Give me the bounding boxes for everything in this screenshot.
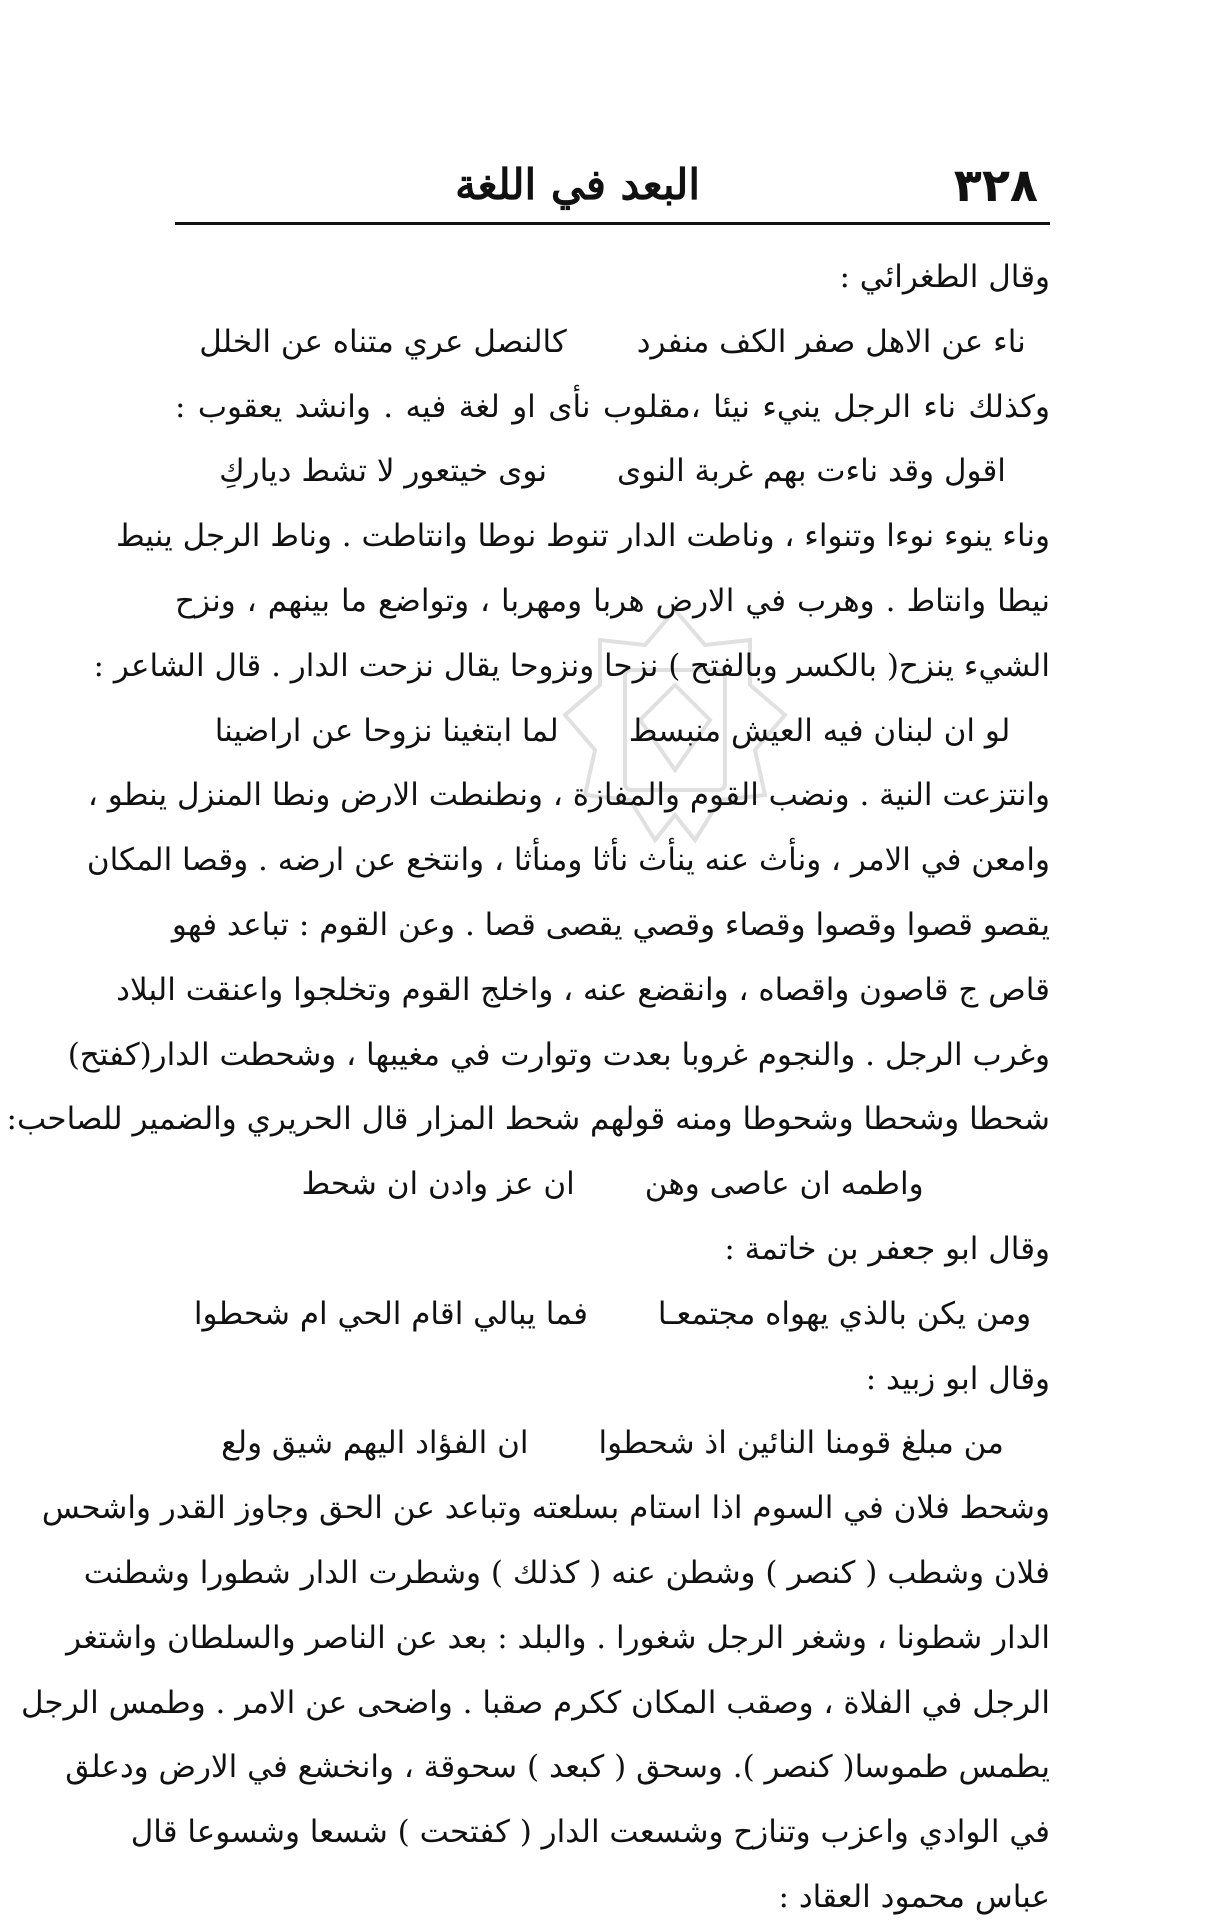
running-title: البعد في اللغة [455, 160, 700, 209]
quote-intro-line: وقال ابو جعفر بن خاتمة : [724, 1230, 1050, 1267]
prose-line: وشحط فلان في السوم اذا استام بسلعته وتباعد عن الحق وجاوز القدر واشحس [41, 1490, 1050, 1527]
verse-first-hemistich: واطمه ان عاصى وهن [644, 1166, 924, 1203]
verse-first-hemistich: من مبلغ قومنا النائين اذ شحطوا [598, 1425, 1004, 1462]
verse-line [175, 699, 1050, 764]
page-header [175, 155, 1050, 225]
verse-first-hemistich: ومن يكن بالذي يهواه مجتمعـا [657, 1295, 1032, 1332]
header-rule [175, 222, 1050, 225]
verse-second-hemistich: لما ابتغينا نزوحا عن اراضينا [214, 712, 559, 749]
prose-line: في الوادي واعزب وتنازح وشسعت الدار ( كفتحت ) شسعا وشسوعا قال [130, 1814, 1050, 1851]
verse-second-hemistich: كالنصل عري متناه عن الخلل [199, 323, 567, 360]
prose-line: قاص ج قاصون واقصاه ، وانقضع عنه ، واخلج القوم وتخلجوا واعنقت البلاد [116, 971, 1050, 1008]
verse-second-hemistich: ان الفؤاد اليهم شيق ولع [221, 1425, 529, 1462]
verse-line [175, 439, 1050, 504]
verse-second-hemistich: فما يبالي اقام الحي ام شحطوا [193, 1295, 588, 1332]
verse-first-hemistich: لو ان لبنان فيه العيش منبسط [628, 712, 1011, 749]
prose-line: وناء ينوء نوءا وتنواء ، وناطت الدار تنوط نوطا وانتاطت . وناط الرجل ينيط [115, 518, 1050, 555]
prose-line: يقصو قصوا وقصوا وقصاء وقصي يقصى قصا . وعن القوم : تباعد فهو [171, 906, 1050, 943]
prose-line: يطمس طموسا( كنصر ). وسحق ( كبعد ) سحوقة ، وانخشع في الارض ودعلق [65, 1749, 1050, 1786]
verse-line [175, 310, 1050, 375]
prose-line: شحطا وشحطا وشحوطا ومنه قولهم شحط المزار قال الحريري والضمير للصاحب: [6, 1101, 1050, 1138]
body-text [6, 245, 1050, 1930]
prose-line: فلان وشطب ( كنصر ) وشطن عنه ( كذلك ) وشطرت الدار شطورا وشطنت [83, 1554, 1050, 1591]
quote-intro-line: وقال ابو زبيد : [865, 1360, 1050, 1397]
verse-first-hemistich: ناء عن الاهل صفر الكف منفرد [636, 323, 1026, 360]
page-number: ٣٢٨ [953, 158, 1038, 212]
quote-intro-line: عباس محمود العقاد : [778, 1878, 1050, 1915]
verse-line [175, 1411, 1050, 1476]
prose-line: وانتزعت النية . ونضب القوم والمفازة ، ونطنطت الارض ونطا المنزل ينطو ، [87, 777, 1050, 814]
prose-line: الرجل في الفلاة ، وصقب المكان ككرم صقبا . واضحى عن الامر . وطمس الرجل [20, 1684, 1050, 1721]
verse-line [175, 1152, 1050, 1217]
prose-line: وكذلك ناء الرجل ينيء نيئا ،مقلوب نأى او لغة فيه . وانشد يعقوب : [175, 388, 1050, 425]
prose-line: وغرب الرجل . والنجوم غروبا بعدت وتوارت في مغيبها ، وشحطت الدار(كفتح) [67, 1036, 1050, 1073]
prose-line: الشيء ينزح( بالكسر وبالفتح ) نزحا ونزوحا يقال نزحت الدار . قال الشاعر : [93, 647, 1050, 684]
prose-line: وامعن في الامر ، ونأث عنه ينأث نأثا ومنأثا ، وانتخع عن ارضه . وقصا المكان [86, 842, 1050, 879]
prose-line: نيطا وانتاط . وهرب في الارض هربا ومهربا ، وتواضع ما بينهم ، ونزح [175, 582, 1050, 619]
verse-line [175, 1282, 1050, 1347]
prose-line: الدار شطونا ، وشغر الرجل شغورا . والبلد : بعد عن الناصر والسلطان واشتغر [66, 1619, 1050, 1656]
verse-second-hemistich: نوى خيتعور لا تشط دياركِ [219, 453, 547, 490]
verse-first-hemistich: اقول وقد ناءت بهم غربة النوى [616, 453, 1006, 490]
quote-intro-line: وقال الطغرائي : [839, 259, 1050, 295]
verse-second-hemistich: ان عز وادن ان شحط [301, 1166, 575, 1203]
